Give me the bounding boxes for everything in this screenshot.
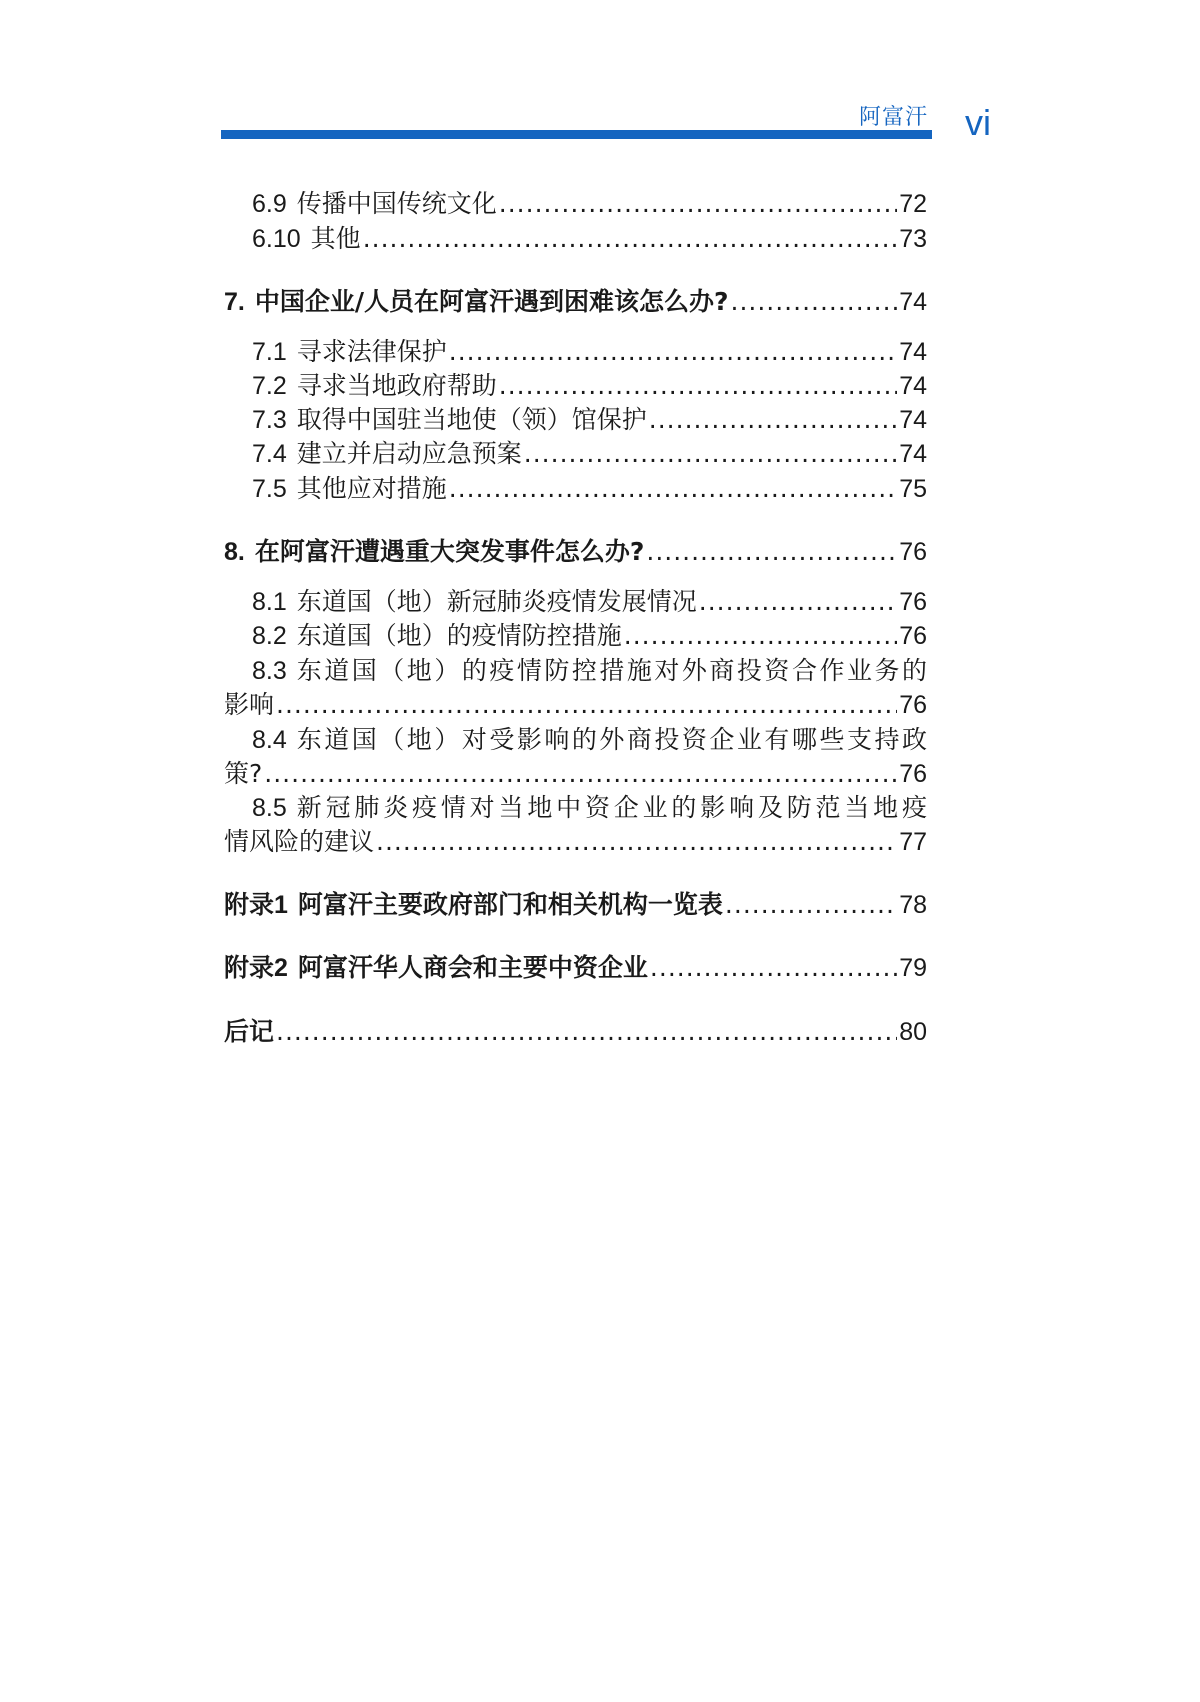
entry-number: 8.1 [252, 588, 287, 616]
entry-page: 76 [899, 538, 927, 566]
entry-number: 7. [224, 288, 245, 316]
entry-number: 8.4 [252, 726, 287, 754]
entry-title: 寻求法律保护 [296, 337, 447, 366]
dot-leader [276, 1015, 897, 1049]
dot-leader [376, 825, 897, 859]
entry-title-line1: 东道国（地）的疫情防控措施对外商投资合作业务的 [296, 656, 927, 685]
entry-page: 74 [899, 338, 927, 366]
entry-number: 附录2 [224, 954, 288, 982]
entry-title: 阿富汗华人商会和主要中资企业 [297, 953, 648, 982]
entry-title: 阿富汗主要政府部门和相关机构一览表 [297, 890, 723, 919]
toc-entry-7-1[interactable] [252, 335, 927, 369]
entry-number: 7.1 [252, 338, 287, 366]
entry-number: 6.10 [252, 225, 301, 253]
entry-title: 东道国（地）的疫情防控措施 [296, 621, 622, 650]
entry-title: 其他 [310, 224, 361, 253]
dot-leader [363, 222, 898, 256]
entry-page: 76 [899, 691, 927, 719]
entry-page: 74 [899, 406, 927, 434]
entry-number: 7.2 [252, 372, 287, 400]
entry-title: 在阿富汗遭遇重大突发事件怎么办? [254, 537, 645, 566]
entry-title: 其他应对措施 [296, 474, 447, 503]
entry-title-line1: 新冠肺炎疫情对当地中资企业的影响及防范当地疫 [296, 793, 927, 822]
entry-page: 77 [899, 828, 927, 856]
entry-page: 76 [899, 760, 927, 788]
toc-entry-7-2[interactable] [252, 369, 927, 403]
toc-entry-7-4[interactable] [252, 437, 927, 471]
entry-page: 76 [899, 588, 927, 616]
toc-entry-8-2[interactable] [252, 619, 927, 653]
dot-leader [650, 951, 897, 985]
entry-title: 后记 [224, 1017, 275, 1046]
dot-leader [524, 437, 897, 471]
entry-page: 75 [899, 475, 927, 503]
entry-page: 73 [899, 225, 927, 253]
dot-leader [276, 688, 897, 722]
entry-page: 74 [899, 288, 927, 316]
entry-title: 传播中国传统文化 [296, 189, 497, 218]
entry-title: 寻求当地政府帮助 [296, 371, 497, 400]
entry-title-line1: 东道国（地）对受影响的外商投资企业有哪些支持政 [296, 725, 927, 754]
entry-number: 7.3 [252, 406, 287, 434]
entry-title-line2: 策? [224, 759, 263, 788]
entry-number: 7.4 [252, 440, 287, 468]
entry-page: 74 [899, 440, 927, 468]
entry-title-line2: 影响 [224, 690, 275, 719]
toc-entry-8[interactable] [224, 535, 927, 569]
entry-number: 6.9 [252, 190, 287, 218]
toc-entry-6-10[interactable] [252, 222, 927, 256]
entry-title: 中国企业/人员在阿富汗遇到困难该怎么办? [254, 287, 729, 316]
toc-entry-8-1[interactable] [252, 585, 927, 619]
dot-leader [731, 285, 898, 319]
dot-leader [646, 535, 897, 569]
toc-entry-appendix-1[interactable] [224, 888, 927, 922]
dot-leader [264, 757, 897, 791]
entry-title: 取得中国驻当地使（领）馆保护 [296, 405, 647, 434]
entry-page: 74 [899, 372, 927, 400]
toc-entry-afterword[interactable] [224, 1015, 927, 1049]
entry-number: 8.3 [252, 657, 287, 685]
dot-leader [449, 335, 897, 369]
toc-entry-7[interactable] [224, 285, 927, 319]
entry-title: 建立并启动应急预案 [296, 439, 522, 468]
entry-page: 79 [899, 954, 927, 982]
entry-number: 8.2 [252, 622, 287, 650]
running-header-title: 阿富汗 [858, 105, 928, 130]
dot-leader [649, 403, 897, 437]
dot-leader [624, 619, 897, 653]
header-rule [221, 130, 932, 139]
page-number: vi [965, 102, 991, 143]
entry-number: 8.5 [252, 794, 287, 822]
entry-title-line2: 情风险的建议 [224, 827, 375, 856]
entry-number: 附录1 [224, 891, 288, 919]
entry-page: 72 [899, 190, 927, 218]
dot-leader [725, 888, 897, 922]
entry-page: 80 [899, 1018, 927, 1046]
entry-title: 东道国（地）新冠肺炎疫情发展情况 [296, 587, 697, 616]
toc-entry-6-9[interactable] [252, 187, 927, 221]
dot-leader [449, 472, 897, 506]
entry-page: 78 [899, 891, 927, 919]
entry-page: 76 [899, 622, 927, 650]
dot-leader [699, 585, 897, 619]
entry-number: 8. [224, 538, 245, 566]
dot-leader [499, 187, 897, 221]
toc-entry-appendix-2[interactable] [224, 951, 927, 985]
toc-entry-7-3[interactable] [252, 403, 927, 437]
entry-number: 7.5 [252, 475, 287, 503]
dot-leader [499, 369, 897, 403]
toc-entry-7-5[interactable] [252, 472, 927, 506]
